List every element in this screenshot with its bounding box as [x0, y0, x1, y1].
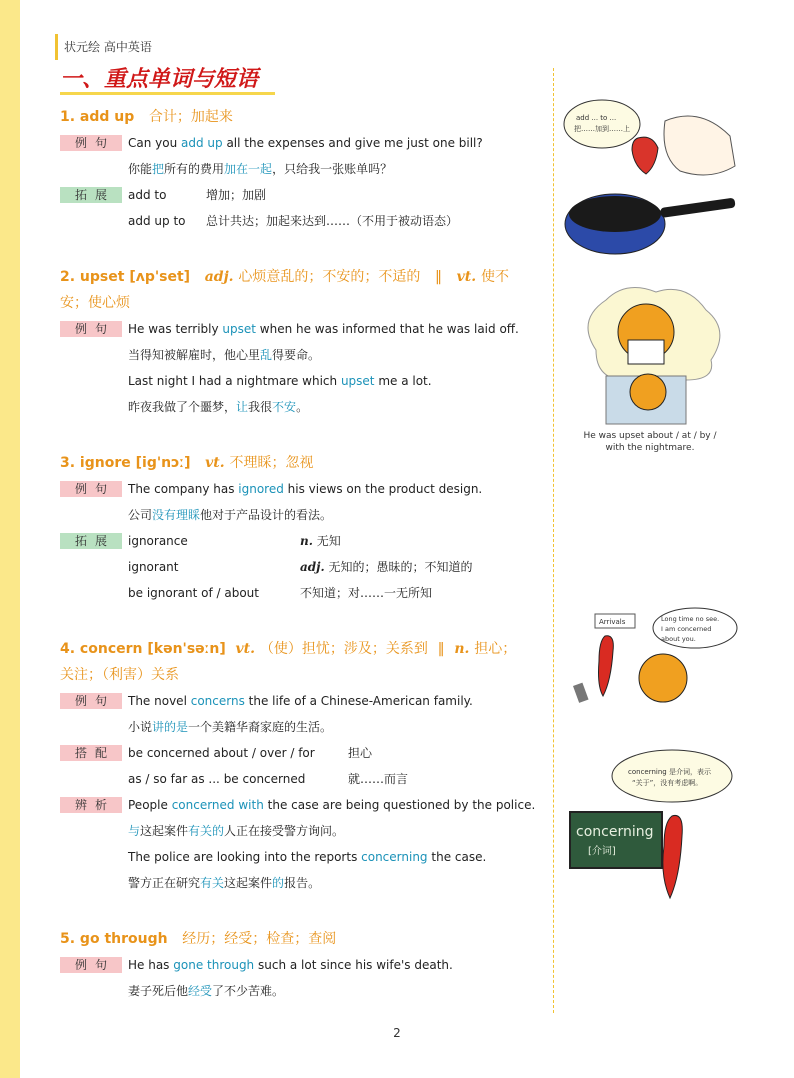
- entry-add-up: [60, 104, 546, 234]
- entry-concern: [60, 636, 546, 896]
- pumpkin-sleeping-icon: [630, 374, 666, 410]
- example-cn-row: [60, 502, 546, 528]
- extend-meaning: n. 无知: [300, 534, 341, 548]
- illustration-concerning: [566, 746, 741, 916]
- entry-pos: vt.: [205, 455, 225, 471]
- analysis-en-row: [60, 844, 546, 870]
- example-en: The novel concerns the life of a Chinese-American family.: [128, 694, 473, 708]
- extend-meaning: 总计共达；加起来达到……（不用于被动语态）: [206, 214, 459, 228]
- example-en: Can you add up all the expenses and give me just one bill?: [128, 136, 483, 150]
- analysis-cn-row: [60, 870, 546, 896]
- analysis-cn: 警方正在研究有关这起案件的报告。: [128, 876, 321, 890]
- example-row: [60, 316, 546, 342]
- entry-head: [60, 926, 546, 952]
- extend-term: be ignorant of / about: [128, 586, 259, 600]
- example-cn: 当得知被解雇时，他心里乱得要命。: [128, 348, 321, 362]
- entry-head: [60, 104, 546, 130]
- analysis-en: The police are looking into the reports concerning the case.: [128, 850, 487, 864]
- tag-example: 例句: [60, 693, 122, 709]
- extend-row: [60, 208, 546, 234]
- blackboard: [570, 812, 662, 868]
- extend-row: [60, 580, 546, 606]
- chili-pepper-icon: [599, 636, 614, 696]
- entry-word: 3. ignore: [60, 455, 131, 471]
- pan-handle: [660, 198, 736, 218]
- entry-meaning: 担心；: [474, 641, 517, 657]
- entry-ignore: [60, 450, 546, 606]
- entry-meaning: 经历；经受；检查；查阅: [182, 931, 337, 947]
- extend-row: [60, 528, 546, 554]
- entry-head-cont: 关注；（利害）关系: [60, 667, 179, 683]
- running-header: 状元绘 高中英语: [55, 34, 152, 60]
- example-en: He was terribly upset when he was informed that he was laid off.: [128, 322, 519, 336]
- entry-word: 5. go through: [60, 931, 168, 947]
- illustration-upset: [566, 280, 736, 428]
- entry-separator: ‖: [437, 641, 445, 657]
- extend-term: add up to: [128, 214, 186, 228]
- example-row: [60, 952, 546, 978]
- example-en-row: [60, 368, 546, 394]
- section-title: 一、重点单词与短语: [60, 67, 259, 92]
- entry-pos: adj.: [204, 269, 234, 285]
- collocation-meaning: 就……而言: [348, 772, 409, 786]
- tag-collocation: 搭配: [60, 745, 122, 761]
- extend-term: ignorance: [128, 534, 188, 548]
- title-underline: [60, 92, 275, 95]
- extend-meaning: 增加；加剧: [206, 188, 267, 202]
- example-row: [60, 130, 546, 156]
- entry-meaning: 合计；加起来: [148, 109, 233, 125]
- extend-row: [60, 554, 546, 580]
- tag-example: 例句: [60, 135, 122, 151]
- bubble-text: add ... to ...: [576, 114, 617, 122]
- illustration-concern: [565, 606, 740, 716]
- example-cn-row: [60, 156, 546, 182]
- paper-icon: [628, 340, 664, 364]
- analysis-row: [60, 792, 546, 818]
- hand-shape: [664, 116, 735, 175]
- page-number: 2: [393, 1026, 401, 1040]
- tag-example: 例句: [60, 957, 122, 973]
- analysis-cn-row: [60, 818, 546, 844]
- speech-bubble: [564, 100, 640, 148]
- bubble-text: 把……加到……上: [574, 125, 630, 133]
- entry-separator: ‖: [435, 269, 443, 285]
- example-cn-row: [60, 978, 546, 1004]
- bubble-text: I am concerned: [661, 625, 712, 633]
- example-en: He has gone through such a lot since his wife's death.: [128, 958, 453, 972]
- pumpkin-icon: [639, 654, 687, 702]
- bubble-text: “关于”，没有考虑啊。: [632, 779, 703, 787]
- entry-meaning: 使不: [481, 269, 510, 285]
- entry-phonetic: [ig'nɔː]: [135, 455, 191, 471]
- tag-extend: 拓展: [60, 187, 122, 203]
- entry-word: 1. add up: [60, 109, 135, 125]
- example-cn: 妻子死后他经受了不少苦难。: [128, 984, 285, 998]
- tag-example: 例句: [60, 481, 122, 497]
- entry-meaning: （使）担忧；涉及；关系到: [259, 641, 428, 657]
- entry-pos: n.: [454, 641, 470, 657]
- extend-term: add to: [128, 188, 167, 202]
- example-cn: 小说讲的是一个美籍华裔家庭的生活。: [128, 720, 333, 734]
- example-en: Last night I had a nightmare which upset me a lot.: [128, 374, 432, 388]
- sign-text: Arrivals: [599, 618, 626, 626]
- board-text: concerning: [576, 824, 654, 840]
- pan-inner: [569, 196, 661, 232]
- entry-meaning: 心烦意乱的；不安的；不适的: [238, 269, 421, 285]
- entry-go-through: [60, 926, 546, 1004]
- strawberry-icon: [632, 137, 658, 174]
- speech-bubble: [612, 750, 732, 802]
- column-divider: [553, 68, 554, 1013]
- entry-pos: vt.: [456, 269, 477, 285]
- entry-head-cont: 安；使心烦: [60, 295, 130, 311]
- chili-pepper-icon: [663, 815, 682, 898]
- bubble-text: about you.: [661, 635, 696, 643]
- entry-upset: [60, 264, 546, 420]
- entry-phonetic: [kən'səːn]: [147, 641, 226, 657]
- collocation-row: [60, 766, 546, 792]
- bubble-text: concerning 是介词，表示: [628, 768, 711, 776]
- example-cn-row: [60, 714, 546, 740]
- extend-row: [60, 182, 546, 208]
- example-row: [60, 476, 546, 502]
- example-en: The company has ignored his views on the product design.: [128, 482, 483, 496]
- analysis-cn: 与这起案件有关的人正在接受警方询问。: [128, 824, 345, 838]
- tag-analysis: 辨析: [60, 797, 122, 813]
- collocation-term: as / so far as ... be concerned: [128, 772, 306, 786]
- side-color-bar: [0, 0, 20, 1078]
- extend-meaning: 不知道；对……一无所知: [300, 586, 433, 600]
- tag-extend: 拓展: [60, 533, 122, 549]
- extend-term: ignorant: [128, 560, 179, 574]
- entry-phonetic: [ʌp'set]: [129, 269, 191, 285]
- entry-pos: vt.: [235, 641, 255, 657]
- board-text: [介词]: [588, 846, 616, 857]
- analysis-en: People concerned with the case are being questioned by the police.: [128, 798, 536, 812]
- example-cn-row: [60, 394, 546, 420]
- entry-word: 2. upset: [60, 269, 125, 285]
- example-row: [60, 688, 546, 714]
- suitcase-icon: [573, 683, 589, 703]
- entry-head: [60, 636, 546, 662]
- illustration-caption: He was upset about / at / by / with the nightmare.: [583, 431, 717, 453]
- collocation-row: [60, 740, 546, 766]
- collocation-meaning: 担心: [348, 746, 373, 760]
- entry-head: [60, 450, 546, 476]
- example-cn: 公司没有理睬他对于产品设计的看法。: [128, 508, 333, 522]
- example-cn: 你能把所有的费用加在一起，只给我一张账单吗？: [128, 162, 393, 176]
- illustration-add-up: [560, 96, 740, 266]
- example-cn: 昨夜我做了个噩梦，让我很不安。: [128, 400, 309, 414]
- bubble-text: Long time no see.: [661, 615, 720, 623]
- extend-meaning: adj. 无知的；愚昧的；不知道的: [300, 560, 473, 574]
- tag-example: 例句: [60, 321, 122, 337]
- entry-head: [60, 264, 546, 290]
- entry-meaning: 不理睬；忽视: [229, 455, 314, 471]
- entry-word: 4. concern: [60, 641, 143, 657]
- collocation-term: be concerned about / over / for: [128, 746, 315, 760]
- example-cn-row: [60, 342, 546, 368]
